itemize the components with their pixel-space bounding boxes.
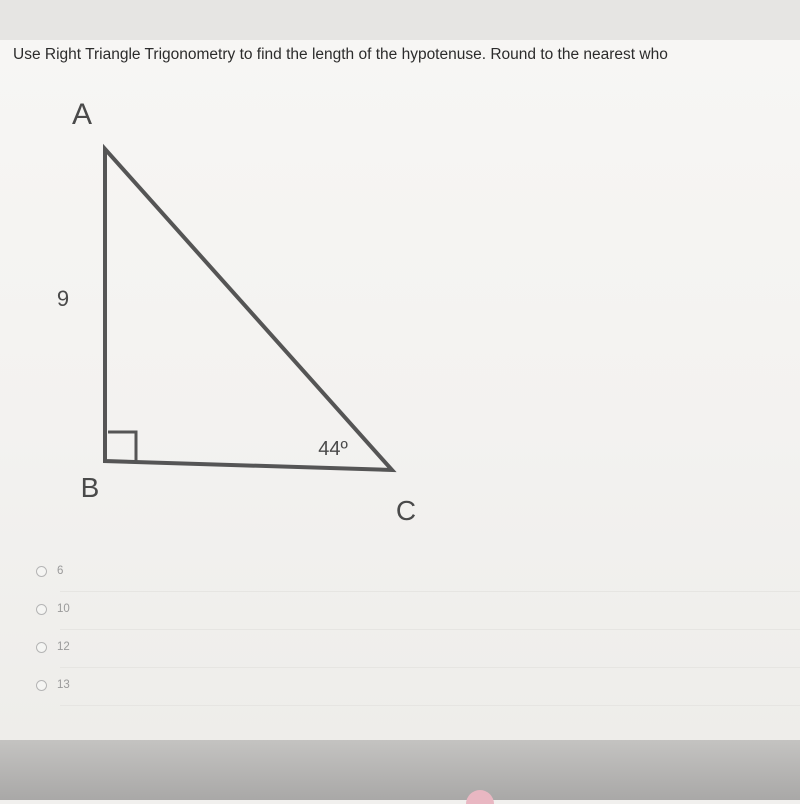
option-divider [60,629,800,630]
radio-button[interactable] [36,566,47,577]
radio-button[interactable] [36,642,47,653]
answer-option[interactable] [36,674,70,696]
angle-c-label: 44º [318,438,348,460]
option-divider [60,591,800,592]
vertex-a-label: A [71,98,93,131]
question-text: Use Right Triangle Trigonometry to find the length of the hypotenuse. Round to the nearest who [13,46,668,63]
option-divider [60,705,800,706]
answer-option[interactable] [36,636,70,658]
vertex-c-label: C [395,495,417,526]
right-angle-marker [108,432,136,461]
answer-option[interactable] [36,560,63,582]
answer-option-label: 10 [57,603,70,615]
side-ab-label: 9 [56,286,70,311]
answer-option-label: 13 [57,679,70,691]
radio-button[interactable] [36,680,47,691]
bottom-bar [0,740,800,800]
answer-option-label: 12 [57,641,70,653]
vertex-b-label: B [80,472,100,503]
answer-option[interactable] [36,598,70,620]
answer-option-label: 6 [57,565,64,577]
radio-button[interactable] [36,604,47,615]
option-divider [60,667,800,668]
triangle-shape [105,149,392,470]
